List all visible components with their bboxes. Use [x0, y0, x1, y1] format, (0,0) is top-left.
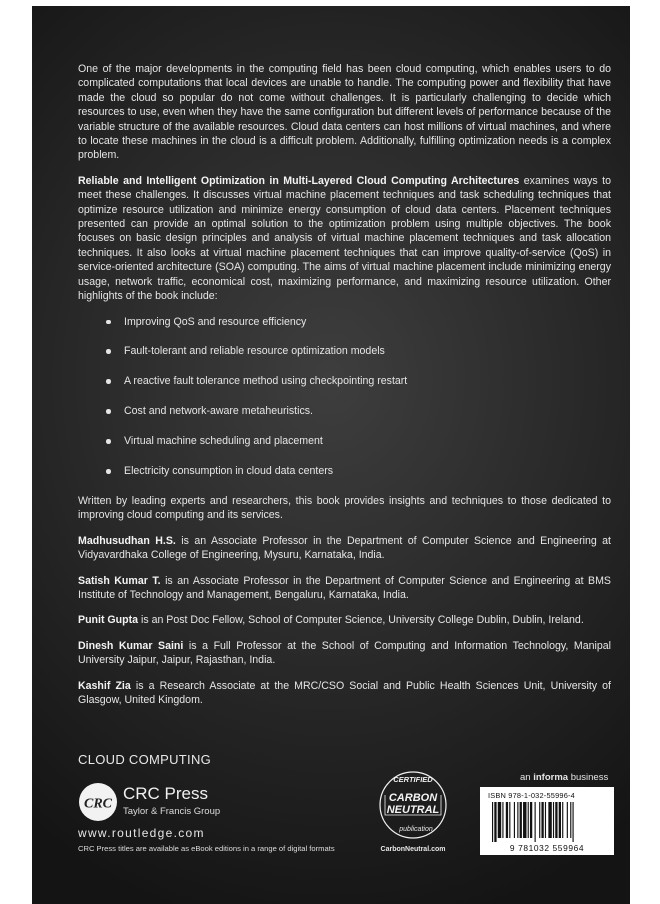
informa-prefix: an [520, 772, 534, 783]
informa-brand: informa [533, 772, 569, 783]
author-name: Kashif Zia [78, 679, 131, 692]
book-paragraph-text: examines ways to meet these challenges. It discusses virtual machine placement techniques and task scheduling techniques that optimize resource utilization and minimize energy consumption of cloud data centers. Placement techniques presented can provide an optimal solution to the optimization problem using multiple objectives. The book focuses on basic design principles and analysis of virtual machine placement techniques and task allocation techniques. It also looks at virtual machine placement techniques that can improve quality-of-service (QoS) in service-oriented architecture (SOA) computing. The aims of virtual machine placement include minimizing energy usage, network traffic, economical cost, maximizing performance, and maximizing resource utilization. Other highlights of the book include: [78, 174, 611, 303]
barcode-bar [535, 802, 536, 842]
author-bio [78, 613, 611, 627]
author-bio-text: is a Research Associate at the MRC/CSO Social and Public Health Sciences Unit, University of Glasgow, United Kingdom. [78, 679, 611, 706]
author-bio-text: is an Post Doc Fellow, School of Computer Science, University College Dublin, Dublin, Ireland. [138, 614, 584, 627]
description-paragraph: One of the major developments in the computing field has been cloud computing, which enables users to do complicated computations that local devices are unable to handle. The computing power and flexibility that have made the cloud so popular do not come without challenges. It is particularly challenging to decide which resources to use, even when they have the same configuration but different levels of performance because of the variable structure of the available resources. Cloud data centers can host millions of virtual machines, and where to locate these machines in the cloud is a difficult problem. Additionally, fulfilling optimization needs is a complex problem. [78, 63, 611, 162]
barcode-bar [509, 802, 510, 838]
author-bio [78, 574, 611, 603]
barcode-bar [530, 802, 532, 838]
barcode-bar [502, 802, 503, 838]
barcode-bar [523, 802, 526, 838]
barcode-bar [528, 802, 529, 838]
barcode-bar [506, 802, 508, 838]
barcode-bar [492, 802, 493, 842]
book-paragraph [78, 174, 611, 304]
list-item: Fault-tolerant and reliable resource optimization models [106, 344, 611, 358]
barcode-bar [514, 802, 515, 838]
publisher-group: Taylor & Francis Group [123, 806, 221, 817]
author-name: Madhusudhan H.S. [78, 534, 176, 547]
author-name: Dinesh Kumar Saini [78, 639, 184, 652]
list-item: Virtual machine scheduling and placement [106, 434, 611, 448]
scan-margin-left [0, 0, 32, 904]
barcode-bar [545, 802, 546, 838]
informa-tagline [520, 772, 608, 783]
barcode-bar [553, 802, 554, 838]
author-bio [78, 639, 611, 668]
carbon-line2-text: NEUTRAL [386, 804, 440, 816]
highlights-list [78, 315, 611, 479]
author-name: Punit Gupta [78, 614, 139, 627]
author-bio-text: is an Associate Professor in the Department of Computer Science and Engineering at BMS Institute of Technology and Management, Bengaluru, Karnataka, India. [78, 574, 611, 601]
barcode-bar [573, 802, 574, 842]
series-label: CLOUD COMPUTING [78, 752, 212, 767]
list-item: Improving QoS and resource efficiency [106, 315, 611, 329]
author-bio-text: is a Full Professor at the School of Computing and Information Technology, Manipal University Jaipur, Jaipur, Rajasthan, India. [78, 639, 611, 667]
isbn-label: ISBN 978-1-032-55996-4 [488, 791, 575, 800]
crc-logo-text: CRC [83, 796, 113, 812]
barcode-bar [541, 802, 543, 838]
ebook-note: CRC Press titles are available as eBook editions in a range of digital formats [78, 844, 335, 853]
publisher-name: CRC Press [123, 784, 209, 803]
summary-paragraph: Written by leading experts and researchers, this book provides insights and techniques to those dedicated to improving cloud computing and its services. [78, 494, 611, 522]
list-item: A reactive fault tolerance method using checkpointing restart [106, 374, 611, 388]
barcode-bar [559, 802, 561, 838]
barcode-bar [494, 802, 496, 842]
barcode-bar [498, 802, 501, 838]
barcode-bar [570, 802, 571, 838]
barcode-bar [548, 802, 551, 838]
carbon-line1-text: CARBON [388, 792, 438, 804]
barcode-bar [567, 802, 568, 838]
cover-body-text [78, 62, 611, 718]
list-item: Electricity consumption in cloud data centers [106, 464, 611, 478]
author-name: Satish Kumar T. [78, 574, 161, 587]
isbn-barcode [480, 787, 614, 855]
barcode-bar [520, 802, 522, 838]
carbon-publication-text: publication [399, 826, 433, 833]
author-bio-text: is an Associate Professor in the Department of Computer Science and Engineering at Vidyavardhaka College of Engineering, Mysuru, Karnataka, India. [78, 534, 611, 562]
barcode-digits: 9 781032 559964 [509, 843, 585, 853]
scan-margin-right [630, 0, 660, 904]
carbon-site-text: CarbonNeutral.com [380, 846, 446, 853]
book-title: Reliable and Intelligent Optimization in Multi-Layered Cloud Computing Architectures [78, 174, 520, 187]
barcode-bar [517, 802, 518, 838]
barcode-bar [555, 802, 557, 838]
barcode-icon [492, 802, 602, 842]
carbon-neutral-badge-icon [372, 765, 454, 857]
barcode-bar [562, 802, 563, 838]
crc-logo-icon [78, 782, 118, 822]
author-bio [78, 534, 611, 563]
publisher-website: www.routledge.com [78, 826, 205, 840]
informa-suffix: business [568, 772, 609, 783]
author-bio [78, 679, 611, 708]
barcode-bar [539, 802, 540, 838]
list-item: Cost and network-aware metaheuristics. [106, 404, 611, 418]
scan-margin-top [0, 0, 660, 6]
carbon-certified-text: CERTIFIED [393, 775, 433, 784]
